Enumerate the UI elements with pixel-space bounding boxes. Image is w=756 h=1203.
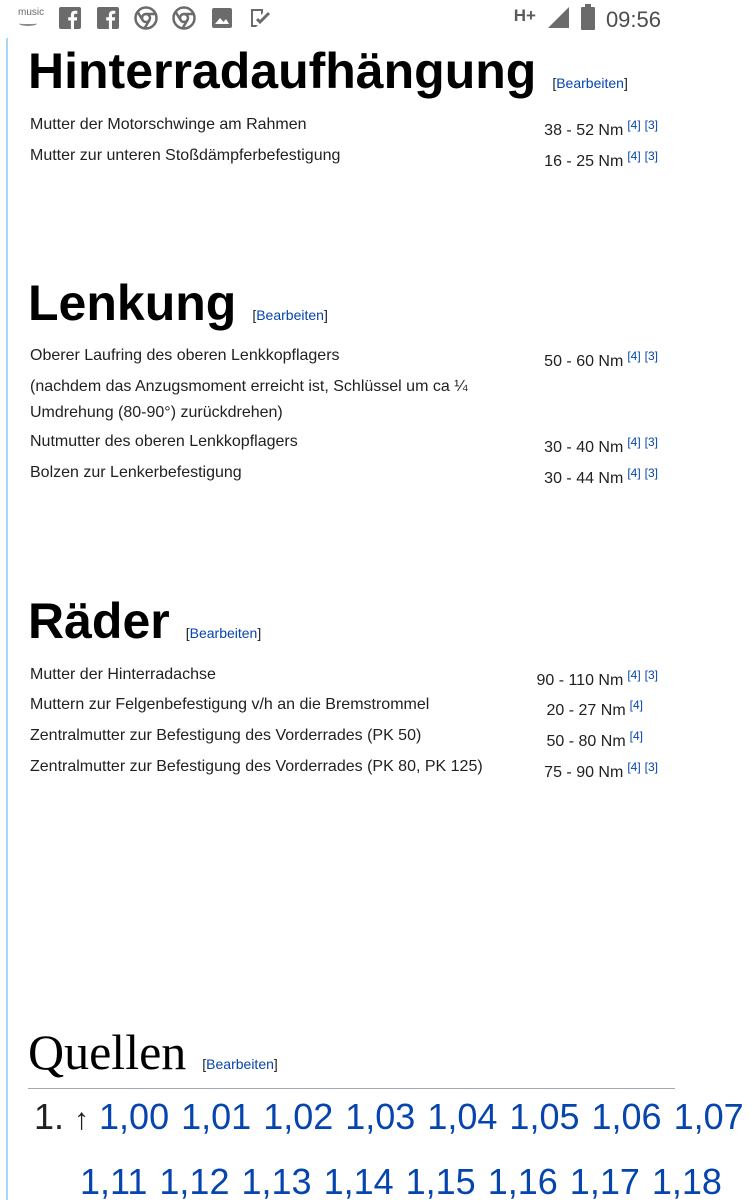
row-label: Bolzen zur Lenkerbefestigung — [30, 464, 242, 481]
reference-link[interactable]: [4] — [627, 118, 641, 132]
row-value: 30 - 40 Nm [4] [3] — [544, 435, 658, 456]
backlink[interactable]: 1,15 — [405, 1161, 476, 1202]
chrome-icon — [172, 6, 196, 30]
backlink[interactable]: 1,05 — [509, 1096, 580, 1137]
reference-link[interactable]: [3] — [644, 349, 658, 363]
edit-link-wrapper: [Bearbeiten] — [185, 625, 262, 641]
reference-link[interactable]: [4] — [627, 466, 641, 480]
backlink[interactable]: 1,18 — [651, 1161, 722, 1202]
reference-number: 1. — [34, 1096, 65, 1137]
section-title: Quellen — [28, 1024, 187, 1080]
music-label: music — [18, 7, 45, 18]
backlink[interactable]: 1,00 — [99, 1096, 170, 1137]
edit-link[interactable]: Bearbeiten — [206, 1056, 274, 1072]
edit-link-wrapper: [Bearbeiten] — [202, 1056, 278, 1072]
edit-link-wrapper: [Bearbeiten] — [552, 75, 628, 91]
status-bar — [0, 0, 675, 38]
row-label: Mutter der Motorschwinge am Rahmen — [30, 116, 307, 133]
backlink[interactable]: 1,03 — [345, 1096, 416, 1137]
row-value: 50 - 60 Nm [4] [3] — [544, 349, 658, 370]
backlink[interactable]: 1,01 — [181, 1096, 252, 1137]
reference-backlinks-row — [80, 1161, 734, 1203]
reference-link[interactable]: [4] — [627, 149, 641, 163]
edit-link[interactable]: Bearbeiten — [556, 75, 624, 91]
section-heading-hinterradaufhaengung — [28, 42, 628, 100]
image-icon — [210, 6, 234, 30]
signal-icon — [546, 5, 570, 34]
section-heading-quellen — [28, 1023, 278, 1081]
backlink[interactable]: 1,07 — [673, 1096, 744, 1137]
row-value: 90 - 110 Nm [4] [3] — [536, 668, 658, 689]
backlink[interactable]: 1,02 — [263, 1096, 334, 1137]
reference-link[interactable]: [3] — [644, 466, 658, 480]
row-value: 20 - 27 Nm [4] — [546, 698, 643, 719]
reference-link[interactable]: [4] — [627, 435, 641, 449]
backlink[interactable]: 1,06 — [591, 1096, 662, 1137]
clock: 09:56 — [605, 6, 661, 32]
content-border — [6, 38, 8, 1200]
reference-link[interactable]: [4] — [627, 760, 641, 774]
row-label: Zentralmutter zur Befestigung des Vorderrades (PK 80, PK 125) — [30, 758, 483, 775]
section-heading-raeder — [28, 592, 261, 650]
edit-link-wrapper: [Bearbeiten] — [252, 307, 328, 323]
row-value: 75 - 90 Nm [4] [3] — [544, 760, 658, 781]
row-label: Mutter zur unteren Stoßdämpferbefestigung — [30, 147, 341, 164]
row-label: Zentralmutter zur Befestigung des Vorderrades (PK 50) — [30, 727, 422, 744]
backlink[interactable]: 1,04 — [427, 1096, 498, 1137]
note-text: (nachdem das Anzugsmoment erreicht ist, Schlüssel um ca ¼ Umdrehung (80-90°) zurückdrehen) — [30, 378, 468, 421]
reference-link[interactable]: [3] — [644, 668, 658, 682]
reference-link[interactable]: [4] — [627, 349, 641, 363]
backlink[interactable]: 1,16 — [487, 1161, 558, 1202]
reference-link[interactable]: [3] — [644, 149, 658, 163]
facebook-icon — [58, 6, 82, 30]
reference-link[interactable]: [3] — [644, 760, 658, 774]
reference-link[interactable]: [4] — [629, 698, 643, 712]
row-value: 50 - 80 Nm [4] — [546, 729, 643, 750]
section-heading-lenkung — [28, 274, 328, 332]
section-title: Lenkung — [28, 275, 237, 331]
reference-list-item — [28, 1096, 756, 1138]
reference-link[interactable]: [4] — [627, 668, 641, 682]
row-label: Oberer Laufring des oberen Lenkkopflagers — [30, 347, 340, 364]
chrome-icon — [134, 6, 158, 30]
row-label: Muttern zur Felgenbefestigung v/h an die Bremstrommel — [30, 696, 430, 713]
section-title: Hinterradaufhängung — [28, 43, 537, 99]
row-value: 16 - 25 Nm [4] [3] — [544, 149, 658, 170]
battery-icon — [580, 4, 596, 35]
network-type: H+ — [513, 5, 536, 25]
reference-link[interactable]: [3] — [644, 435, 658, 449]
backlink[interactable]: 1,14 — [323, 1161, 394, 1202]
row-value: 30 - 44 Nm [4] [3] — [544, 466, 658, 487]
checklist-icon — [248, 6, 272, 30]
backlink[interactable]: 1,17 — [569, 1161, 640, 1202]
reference-link[interactable]: [3] — [644, 118, 658, 132]
section-divider — [28, 1088, 675, 1089]
backlink[interactable]: 1,13 — [241, 1161, 312, 1202]
edit-link[interactable]: Bearbeiten — [256, 307, 324, 323]
edit-link[interactable]: Bearbeiten — [189, 625, 258, 641]
reference-link[interactable]: [4] — [629, 729, 643, 743]
backlink[interactable]: 1,12 — [159, 1161, 230, 1202]
amazon-music-icon — [16, 6, 44, 30]
row-value: 38 - 52 Nm [4] [3] — [544, 118, 658, 139]
row-label: Nutmutter des oberen Lenkkopflagers — [30, 433, 298, 450]
section-title: Räder — [28, 593, 170, 649]
backlink[interactable]: 1,11 — [80, 1161, 148, 1202]
facebook-icon — [96, 6, 120, 30]
row-label: Mutter der Hinterradachse — [30, 666, 216, 683]
up-arrow-icon: ↑ — [74, 1103, 90, 1136]
